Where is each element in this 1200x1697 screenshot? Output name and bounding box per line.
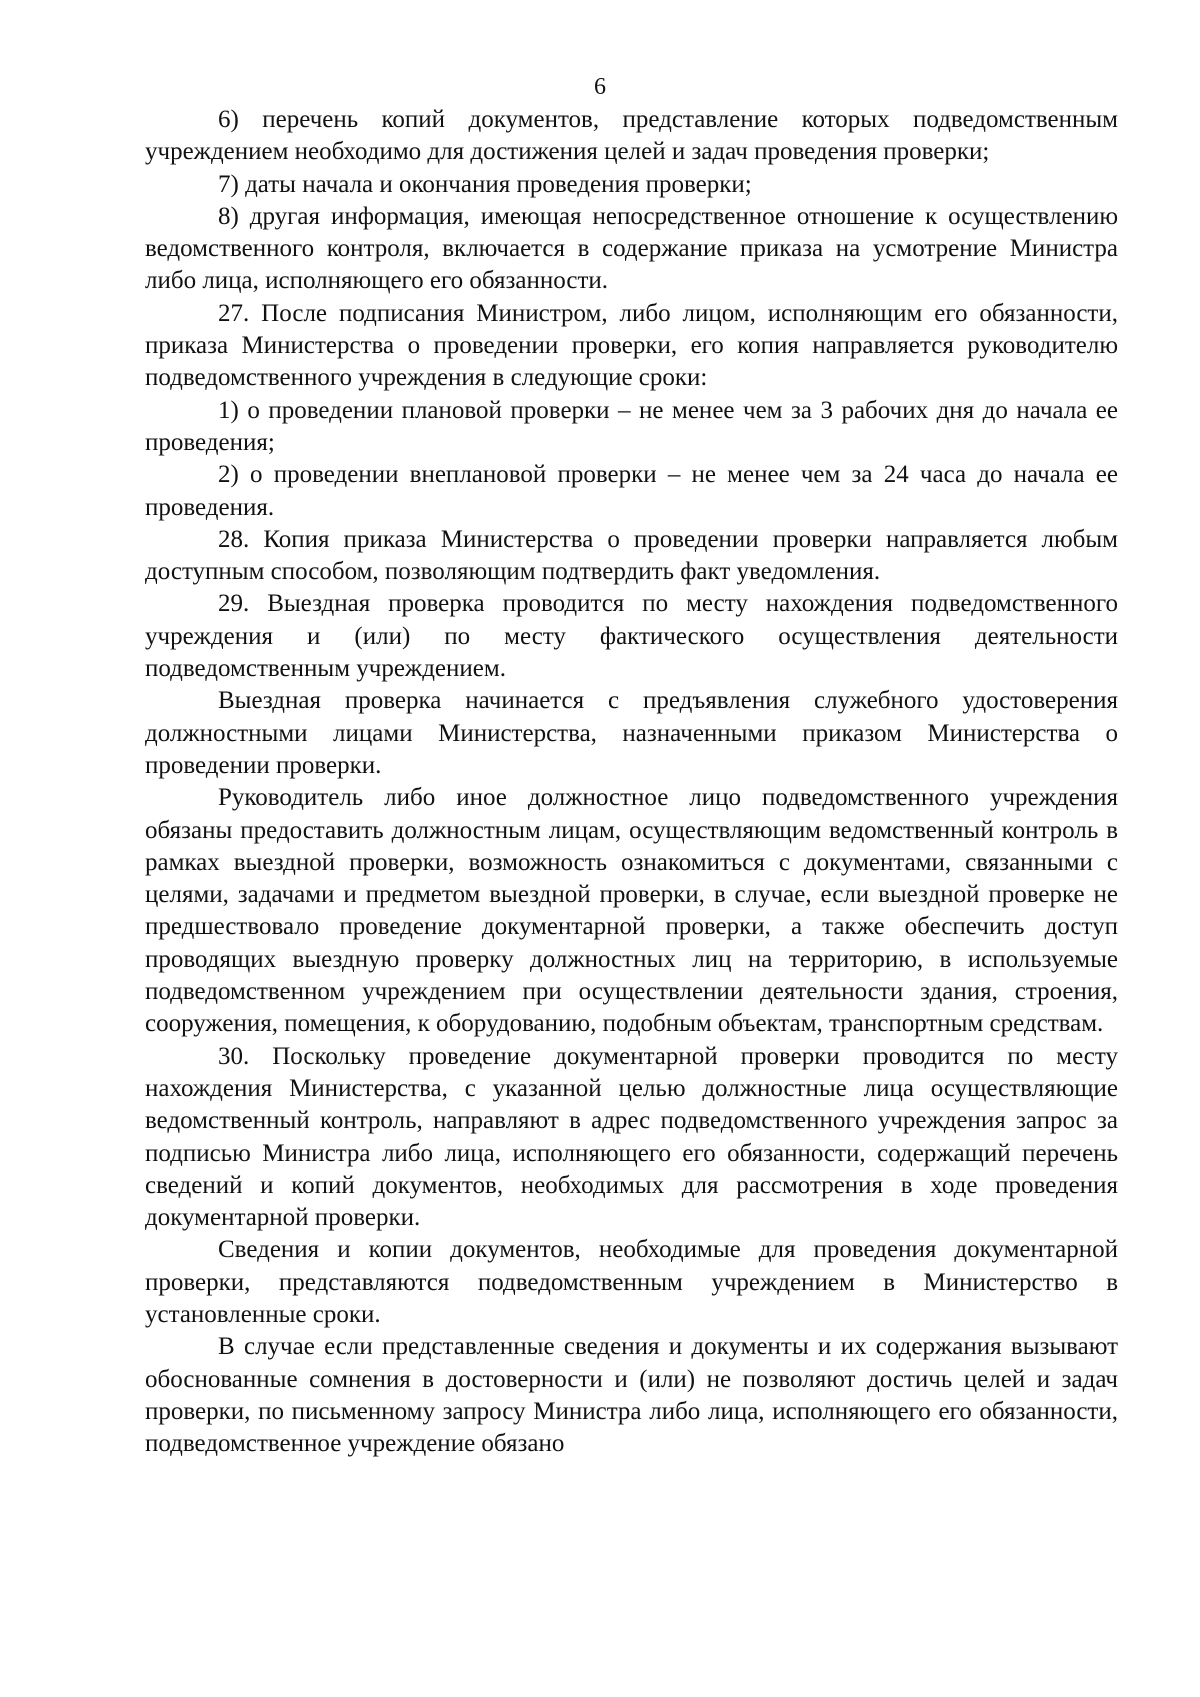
paragraph-item-6: 6) перечень копий документов, представление которых подведомственным учреждением необходимо для достижения целей и задач проведения проверки; xyxy=(145,106,1118,166)
paragraph-30-documents: Сведения и копии документов, необходимые для проведения документарной проверки, представляются подведомственным учреждением в Министерство в установленные сроки. xyxy=(145,1236,1118,1328)
paragraph-30-doubts: В случае если представленные сведения и документы и их содержания вызывают обоснованные сомнения в достоверности и (или) не позволяют достичь целей и задач проверки, по письменному запросу Министра либо лица, исполняющего его обязанности, подведомственное учреждение обязано xyxy=(145,1333,1118,1458)
page-number: 6 xyxy=(594,74,606,100)
paragraph-28: 28. Копия приказа Министерства о проведении проверки направляется любым доступным способом, позволяющим подтвердить факт уведомления. xyxy=(145,525,1118,586)
paragraph-29: 29. Выездная проверка проводится по месту нахождения подведомственного учреждения и (или) по месту фактического осуществления деятельности подведомственным учреждением. xyxy=(145,590,1118,683)
paragraph-27-item-2: 2) о проведении внеплановой проверки – не менее чем за 24 часа до начала ее проведения. xyxy=(145,461,1118,521)
paragraph-27-item-1: 1) о проведении плановой проверки – не менее чем за 3 рабочих дня до начала ее проведения; xyxy=(145,396,1118,456)
paragraph-29-head-obligations: Руководитель либо иное должностное лицо подведомственного учреждения обязаны предоставить должностным лицам, осуществляющим ведомственный контроль в рамках выездной проверки, возможность ознакомиться с документами, связанными с целями, задачами и предметом выездной проверки, в случае, если выездной проверке не предшествовало проведение документарной проверки, а также обеспечить доступ проводящих выездную проверку должностных лиц на территорию, в используемые подведомственном учреждением при осуществлении деятельности здания, строения, сооружения, помещения, к оборудованию, подобным объектам, транспортным средствам. xyxy=(145,784,1118,1038)
document-body xyxy=(145,104,1118,1460)
paragraph-29-onsite-start: Выездная проверка начинается с предъявления служебного удостоверения должностными лицами Министерства, назначенными приказом Министерства о проведении проверки. xyxy=(145,687,1118,779)
paragraph-30: 30. Поскольку проведение документарной проверки проводится по месту нахождения Министерства, с указанной целью должностные лица осуществляющие ведомственный контроль, направляют в адрес подведомственного учреждения запрос за подписью Министра либо лица, исполняющего его обязанности, содержащий перечень сведений и копий документов, необходимых для рассмотрения в ходе проведения документарной проверки. xyxy=(145,1042,1118,1232)
paragraph-item-7: 7) даты начала и окончания проведения проверки; xyxy=(218,170,752,198)
paragraph-item-8: 8) другая информация, имеющая непосредственное отношение к осуществлению ведомственного контроля, включается в содержание приказа на усмотрение Министра либо лица, исполняющего его обязанности. xyxy=(145,202,1118,295)
paragraph-27: 27. После подписания Министром, либо лицом, исполняющим его обязанности, приказа Министерства о проведении проверки, его копия направляется руководителю подведомственного учреждения в следующие сроки: xyxy=(145,299,1118,392)
